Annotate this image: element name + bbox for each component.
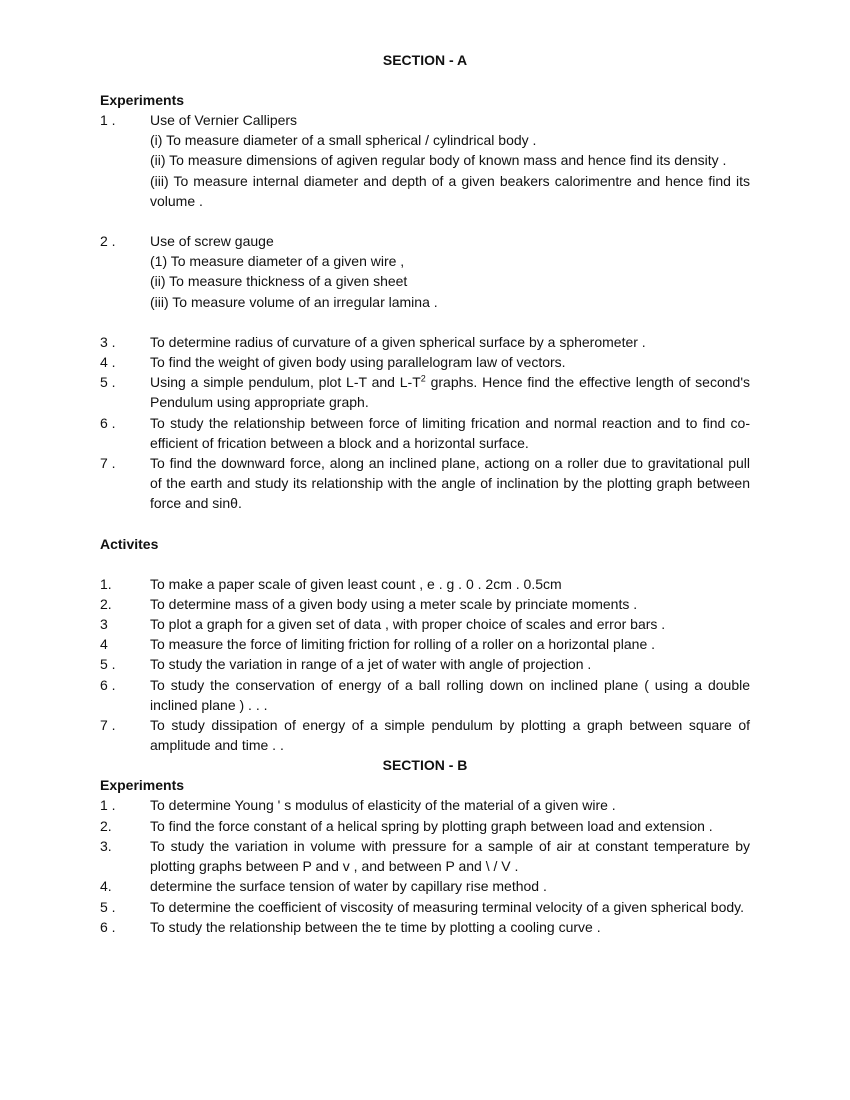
document-page <box>100 50 750 937</box>
sub-item: (i) To measure diameter of a small spherical / cylindrical body . <box>150 132 537 149</box>
item-text: Use of Vernier Callipers <box>150 112 298 128</box>
item-number: 3 <box>100 616 108 633</box>
experiment-item <box>100 836 750 876</box>
item-text: To determine mass of a given body using a meter scale by princiate moments . <box>150 595 638 612</box>
experiment-item <box>100 332 750 352</box>
experiment-item <box>100 917 750 937</box>
experiment-item <box>100 897 750 917</box>
item-number: 6 . <box>100 676 116 693</box>
item-text <box>150 372 750 412</box>
sub-item: (1) To measure diameter of a given wire , <box>150 253 405 270</box>
item-text: To determine the coefficient of viscosity of measuring terminal velocity of a given spherical body. <box>150 898 744 915</box>
activity-item <box>100 654 750 674</box>
item-text: To study the conservation of energy of a ball rolling down on inclined plane ( using a double inclined plane ) . . . <box>150 676 750 713</box>
item-text: To study the variation in volume with pressure for a sample of air at constant temperature by plotting graphs between P and v , and between P and \ / V . <box>150 837 750 875</box>
item-text: To determine Young ' s modulus of elasticity of the material of a given wire . <box>150 797 616 814</box>
item-number: 4 <box>100 636 108 653</box>
sub-item: (iii) To measure volume of an irregular lamina . <box>150 293 438 310</box>
item-number: 3. <box>100 837 112 854</box>
sub-item: (ii) To measure thickness of a given sheet <box>150 273 408 290</box>
activities-heading: Activites <box>100 535 159 552</box>
experiment-item <box>100 876 750 896</box>
activity-item <box>100 634 750 654</box>
item-number: 3 . <box>100 333 116 350</box>
experiment-item <box>100 413 750 453</box>
experiment-item <box>100 231 750 251</box>
experiment-item <box>100 372 750 412</box>
item-text: Use of screw gauge <box>150 233 274 250</box>
item-number: 7 . <box>100 717 116 734</box>
item-number: 2. <box>100 595 112 612</box>
item-text: To study dissipation of energy of a simple pendulum by plotting a graph between square of amplitude and time . . <box>150 717 750 754</box>
superscript: 2 <box>420 373 426 384</box>
item-number: 1 . <box>100 797 116 814</box>
item-number: 1 . <box>100 112 116 128</box>
experiment-item <box>100 110 750 130</box>
activity-item <box>100 614 750 634</box>
item-text-part: Using a simple pendulum, plot L-T and L-T <box>150 374 421 391</box>
section-b-title: SECTION - B <box>382 757 468 774</box>
item-text: To find the force constant of a helical spring by plotting graph between load and extension . <box>150 817 713 834</box>
item-number: 2 . <box>100 233 116 250</box>
item-number: 5 . <box>100 374 116 391</box>
item-text: To study the relationship between force of limiting frication and normal reaction and to find co-efficient of frication between a block and a horizontal surface. <box>150 414 750 451</box>
item-number: 1. <box>100 575 112 592</box>
item-number: 6 . <box>100 414 116 431</box>
item-number: 2. <box>100 817 112 834</box>
activity-item <box>100 574 750 594</box>
experiment-item <box>100 816 750 836</box>
section-a-experiments-heading: Experiments <box>100 92 185 108</box>
activity-item <box>100 594 750 614</box>
experiment-item <box>100 795 750 815</box>
sub-item: (iii) To measure internal diameter and depth of a given beakers calorimentre and hence find its volume . <box>150 172 750 209</box>
item-number: 4 . <box>100 354 116 371</box>
item-number: 4. <box>100 878 112 895</box>
item-text: To find the downward force, along an inclined plane, actiong on a roller due to gravitational pull of the earth and study its relationship with the angle of inclination by the plotting graph between force and sinθ. <box>150 455 750 512</box>
experiment-item <box>100 352 750 372</box>
experiment-item <box>100 453 750 514</box>
activity-item <box>100 675 750 715</box>
item-number: 5 . <box>100 656 116 673</box>
section-a-title: SECTION - A <box>382 52 468 68</box>
section-b-experiments-heading: Experiments <box>100 777 185 794</box>
item-text: To study the relationship between the te time by plotting a cooling curve . <box>150 918 601 935</box>
item-text: To plot a graph for a given set of data , with proper choice of scales and error bars . <box>150 616 666 633</box>
item-text: determine the surface tension of water by capillary rise method . <box>150 878 547 895</box>
activity-item <box>100 715 750 755</box>
item-text: To study the variation in range of a jet of water with angle of projection . <box>150 656 592 673</box>
item-text: To make a paper scale of given least count , e . g . 0 . 2cm . 0.5cm <box>150 575 562 592</box>
item-text: To determine radius of curvature of a given spherical surface by a spherometer . <box>150 333 646 350</box>
item-number: 7 . <box>100 455 116 472</box>
item-text-part: graphs. Hence find the effective length of second's Pendulum using appropriate graph. <box>150 374 750 411</box>
item-text: To find the weight of given body using parallelogram law of vectors. <box>150 354 566 371</box>
sub-item: (ii) To measure dimensions of agiven regular body of known mass and hence find its density . <box>150 152 727 169</box>
item-number: 6 . <box>100 918 116 935</box>
item-text: To measure the force of limiting friction for rolling of a roller on a horizontal plane . <box>150 636 656 653</box>
item-number: 5 . <box>100 898 116 915</box>
